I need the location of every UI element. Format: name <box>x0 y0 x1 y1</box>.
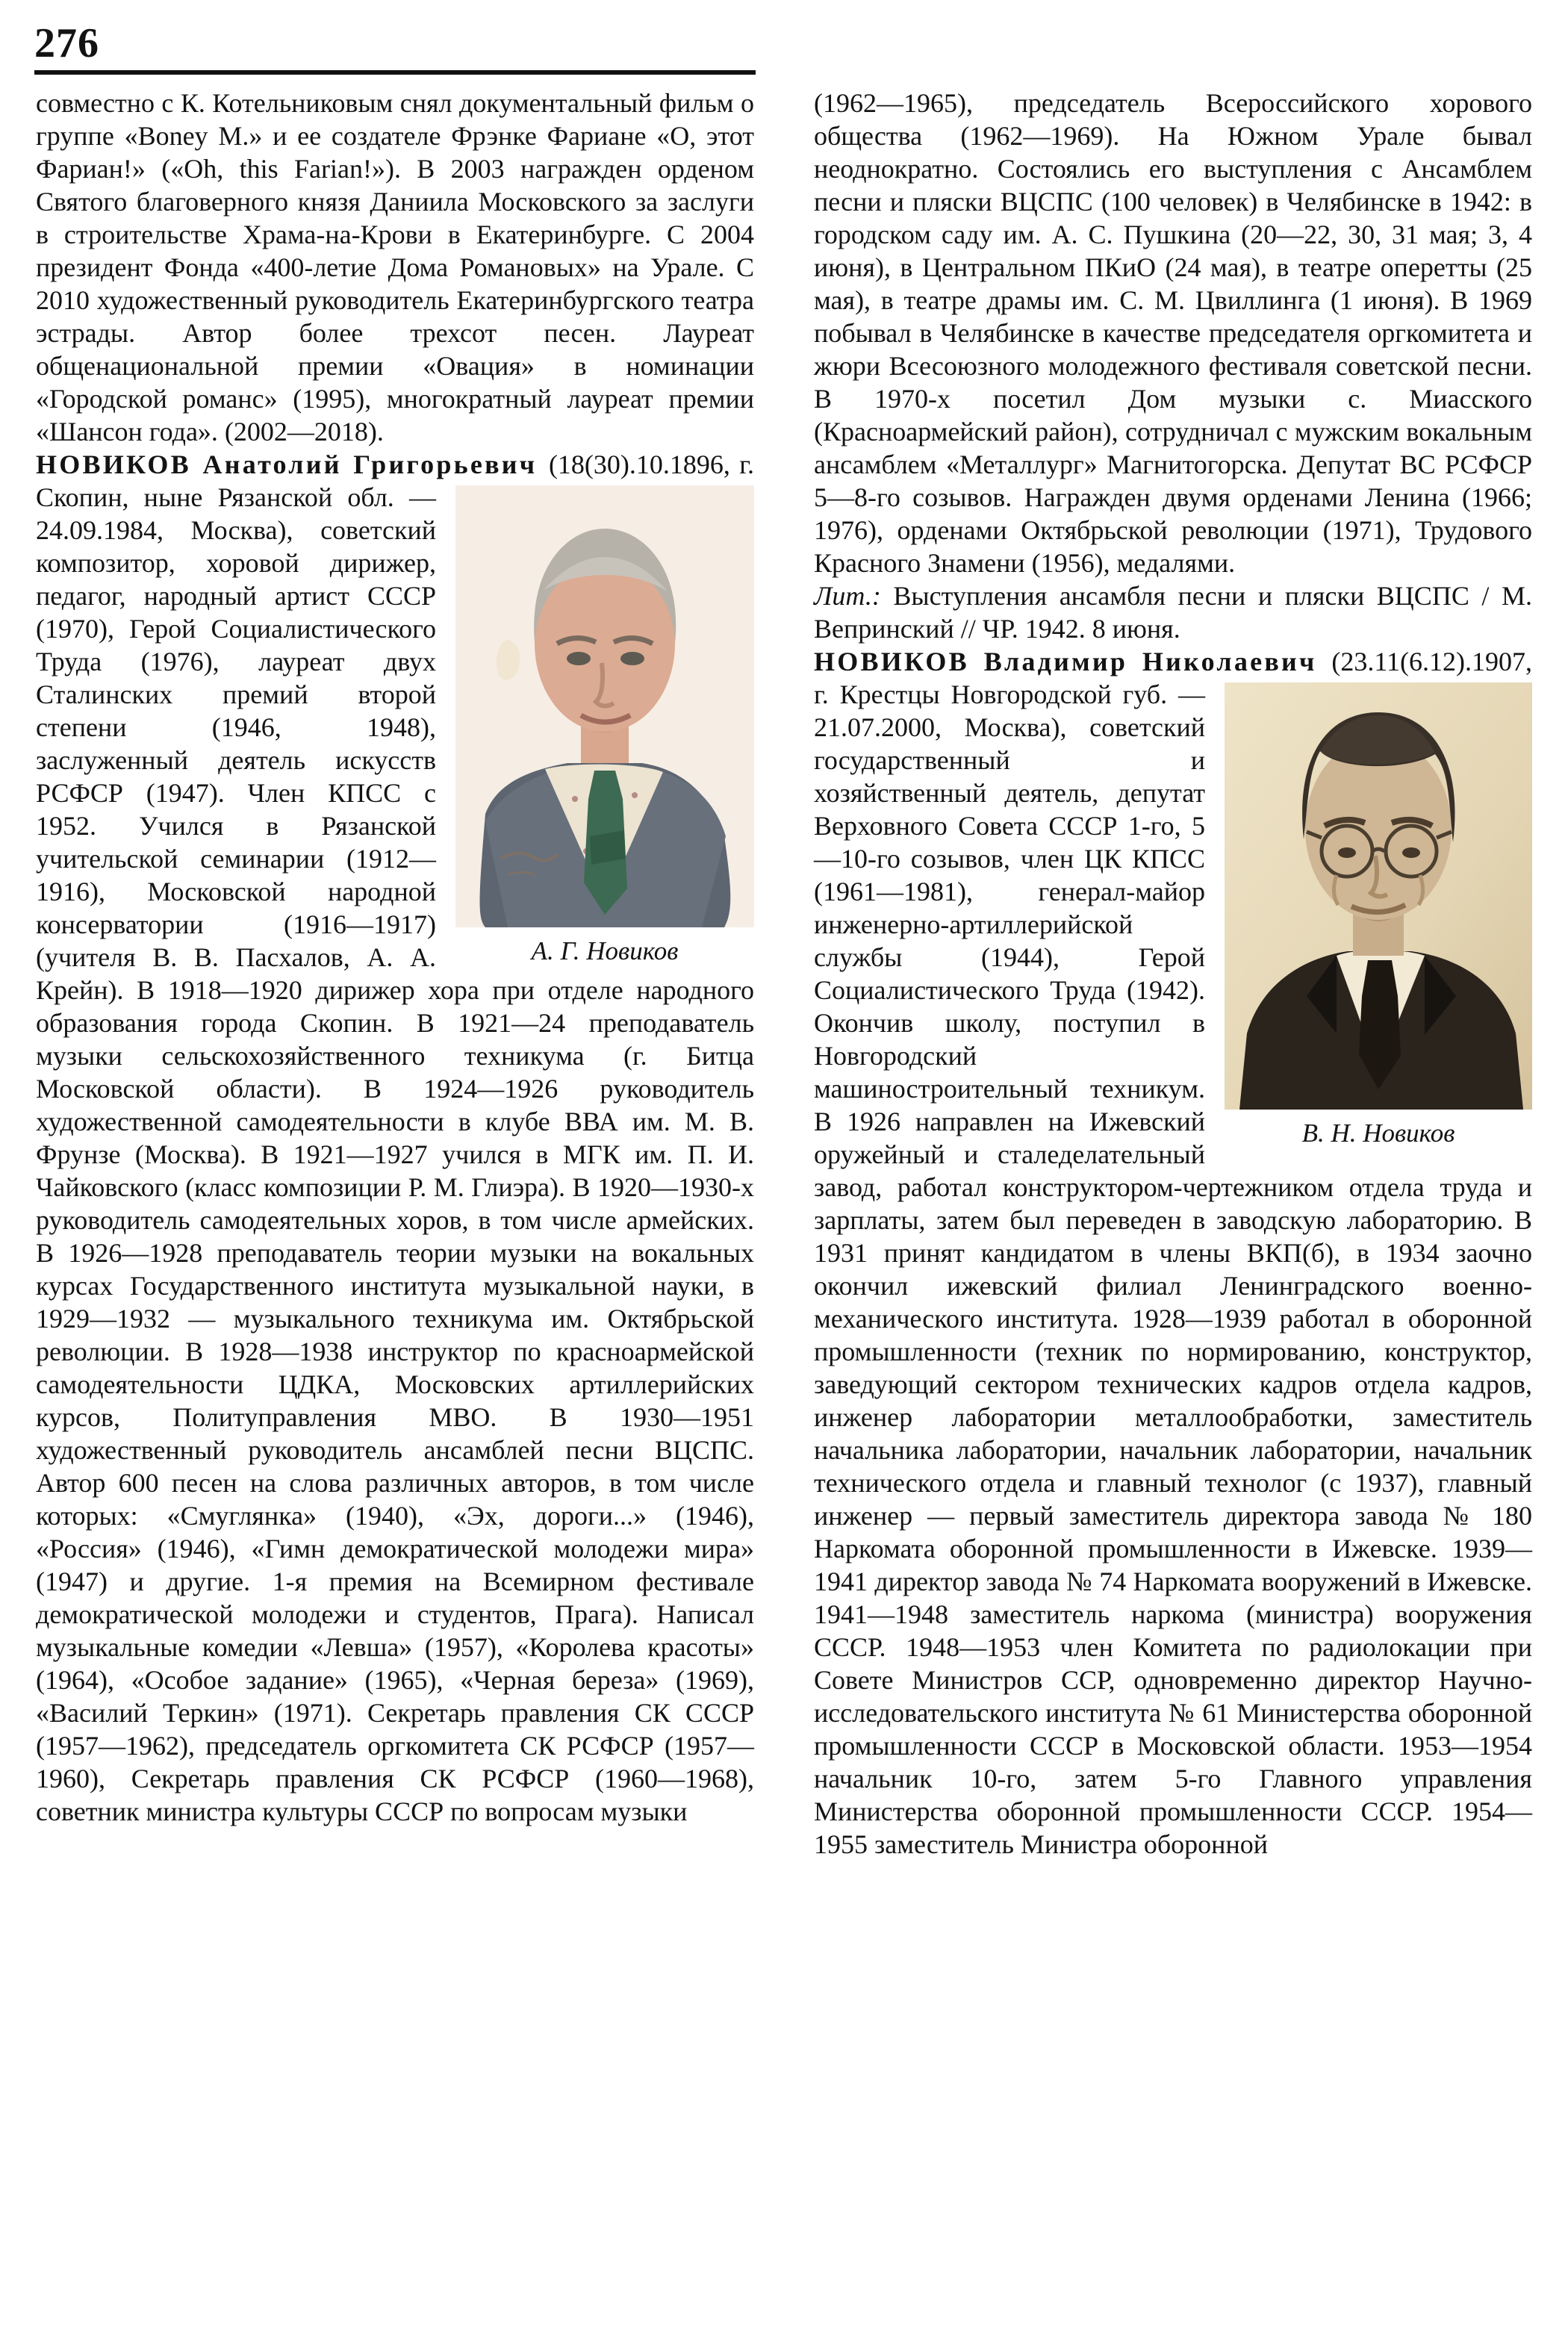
entry-text-before-photo: (18(30).10.1896, г. Скопин, ныне Рязанской <box>36 449 754 512</box>
literature-label: Лит.: <box>814 581 881 611</box>
entry-text-after-photo: губ. — 21.07.2000, Москва), советский государственный и хозяйственный деятель, депутат Верховного Совета СССР 1-го, 5—10-го созывов, член ЦК КПСС (1961—1981), генерал-майор инженерно-артиллерийской службы (1944), Герой Социалистического Труда (1942). Окончив школу, поступил в Новгородский машиностроительный техникум. В 1926 направлен на Ижевский оружейный и сталеделательный завод, работал конструктором-чертежником отдела труда и зарплаты, затем был переведен в заводскую лабораторию. В 1931 принят кандидатом в члены ВКП(б), в 1934 заочно окончил ижевский филиал Ленинградского военно-механического института. 1928—1939 работал в оборонной промышленности (техник по нормированию, конструктор, заведующий сектором технических кадров отдела кадров, инженер лаборатории металлообработки, заместитель начальника лаборатории, начальник лаборатории, начальник технического отдела и главный технолог (с 1937), главный инженер — первый заместитель директора завода № 180 Наркомата оборонной промышленности в Ижевске. 1939—1941 директор завода № 74 Наркомата вооружений в Ижевске. 1941—1948 заместитель наркома (министра) вооружения СССР. 1948—1953 член Комитета по радиолокации при Совете Министров ССР, одновременно директор Научно-исследовательского института № 61 Министерства оборонной промышленности СССР в Московской области. 1953—1954 начальник 10-го, затем 5-го Главного управления Министерства оборонной промышленности СССР. 1954—1955 заместитель Министра оборонной <box>814 679 1532 1859</box>
portrait-figure-ag-novikov <box>455 485 754 966</box>
left-column <box>36 87 754 1828</box>
entry-text-before-photo: (23.11(6.12).1907, г. Крестцы Новгородской <box>814 647 1532 709</box>
portrait-figure-vn-novikov <box>1225 682 1532 1148</box>
entry-anatoly-continuation: (1962—1965), председатель Всероссийского хорового общества (1962—1969). На Южном Урале бывал неоднократно. Состоялись его выступления с Ансамблем песни и пляски ВЦСПС (100 человек) в Челябинске в 1942: в городском саду им. А. С. Пушкина (20—22, 30, 31 мая; 3, 4 июня), в Центральном ПКиО (24 мая), в театре оперетты (25 мая), в театре драмы им. С. М. Цвиллинга (1 июня). В 1969 побывал в Челябинске в качестве председателя оргкомитета и жюри Всесоюзного молодежного фестиваля советской песни. В 1970-х посетил Дом музыки с. Миасского (Красноармейский район), сотрудничал с мужским вокальным ансамблем «Металлург» Магнитогорска. Депутат ВС РСФСР 5—8-го созывов. Награжден двумя орденами Ленина (1966; 1976), орденами Октябрьской революции (1971), Трудового Красного Знамени (1956), медалями. <box>814 88 1532 578</box>
header-rule <box>34 70 756 75</box>
portrait-photo-ag-novikov-icon <box>455 485 754 927</box>
photo-caption-vn-novikov: В. Н. Новиков <box>1301 1119 1455 1148</box>
right-column <box>814 87 1532 1861</box>
photo-caption-ag-novikov: А. Г. Новиков <box>531 936 679 965</box>
portrait-photo-vn-novikov-icon <box>1225 682 1532 1110</box>
entry-novikov-anatoly <box>36 448 754 1828</box>
entry-text-after-photo: обл. — 24.09.1984, Москва), советский композитор, хоровой дирижер, педагог, народный артист СССР (1970), Герой Социалистического Труда (1976), лауреат двух Сталинских премий второй степени (1946, 1948), заслуженный деятель искусств РСФСР (1947). Член КПСС с 1952. Учился в Рязанской учительской семинарии (1912—1916), Московской народной консерватории (1916—1917) (учителя В. В. Пасхалов, А. А. Крейн). В 1918—1920 дирижер хора при отделе народного образования города Скопин. В 1921—24 преподаватель музыки сельскохозяйственного техникума (г. Битца Московской области). В 1924—1926 руководитель художественной самодеятельности в клубе ВВА им. М. В. Фрунзе (Москва). В 1921—1927 учился в МГК им. П. И. Чайковского (класс композиции Р. М. Глиэра). В 1920—1930-х руководитель самодеятельных хоров, в том числе армейских. В 1926—1928 преподаватель теории музыки на вокальных курсах Государственного института музыкальной науки, в 1929—1932 — музыкального техникума им. Октябрьской революции. В 1928—1938 инструктор по красноармейской самодеятельности ЦДКА, Московских артиллерийских курсов, Политуправления МВО. В 1930—1951 художественный руководитель ансамблей песни ВЦСПС. Автор 600 песен на слова различных авторов, в том числе которых: «Смуглянка» (1940), «Эх, дороги...» (1946), «Россия» (1946), «Гимн демократической молодежи мира» (1947) и другие. 1-я премия на Всемирном фестивале демократической молодежи и студентов, Прага). Написал музыкальные комедии «Левша» (1957), «Королева красоты» (1964), «Особое задание» (1965), «Черная береза» (1969), «Василий Теркин» (1971). Секретарь правления СК СССР (1957—1962), председатель оргкомитета СК РСФСР (1957—1960), Секретарь правления СК РСФСР (1960—1968), советник министра культуры СССР по вопросам музыки <box>36 482 754 1826</box>
entry-headword-anatoly: НОВИКОВ Анатолий Григорьевич <box>36 449 549 479</box>
entry-novikov-vladimir <box>814 645 1532 1861</box>
literature-text: Выступления ансамбля песни и пляски ВЦСПС / М. Вепринский // ЧР. 1942. 8 июня. <box>814 581 1532 644</box>
page-number: 276 <box>34 20 99 66</box>
entry-headword-vladimir: НОВИКОВ Владимир Николаевич <box>814 647 1332 676</box>
literature-paragraph <box>814 579 1532 645</box>
previous-entry-continuation: совместно с К. Котельниковым снял документальный фильм о группе «Boney M.» и ее создателе Фрэнке Фариане «О, этот Фариан!» («Oh, this Farian!»). В 2003 награжден орденом Святого благоверного князя Даниила Московского за заслуги в строительстве Храма-на-Крови в Екатеринбурге. С 2004 президент Фонда «400-летие Дома Романовых» на Урале. С 2010 художественный руководитель Екатеринбургского театра эстрады. Автор более трехсот песен. Лауреат общенациональной премии «Овация» в номинации «Городской романс» (1995), многократный лауреат премии «Шансон года». (2002—2018). <box>36 88 754 447</box>
